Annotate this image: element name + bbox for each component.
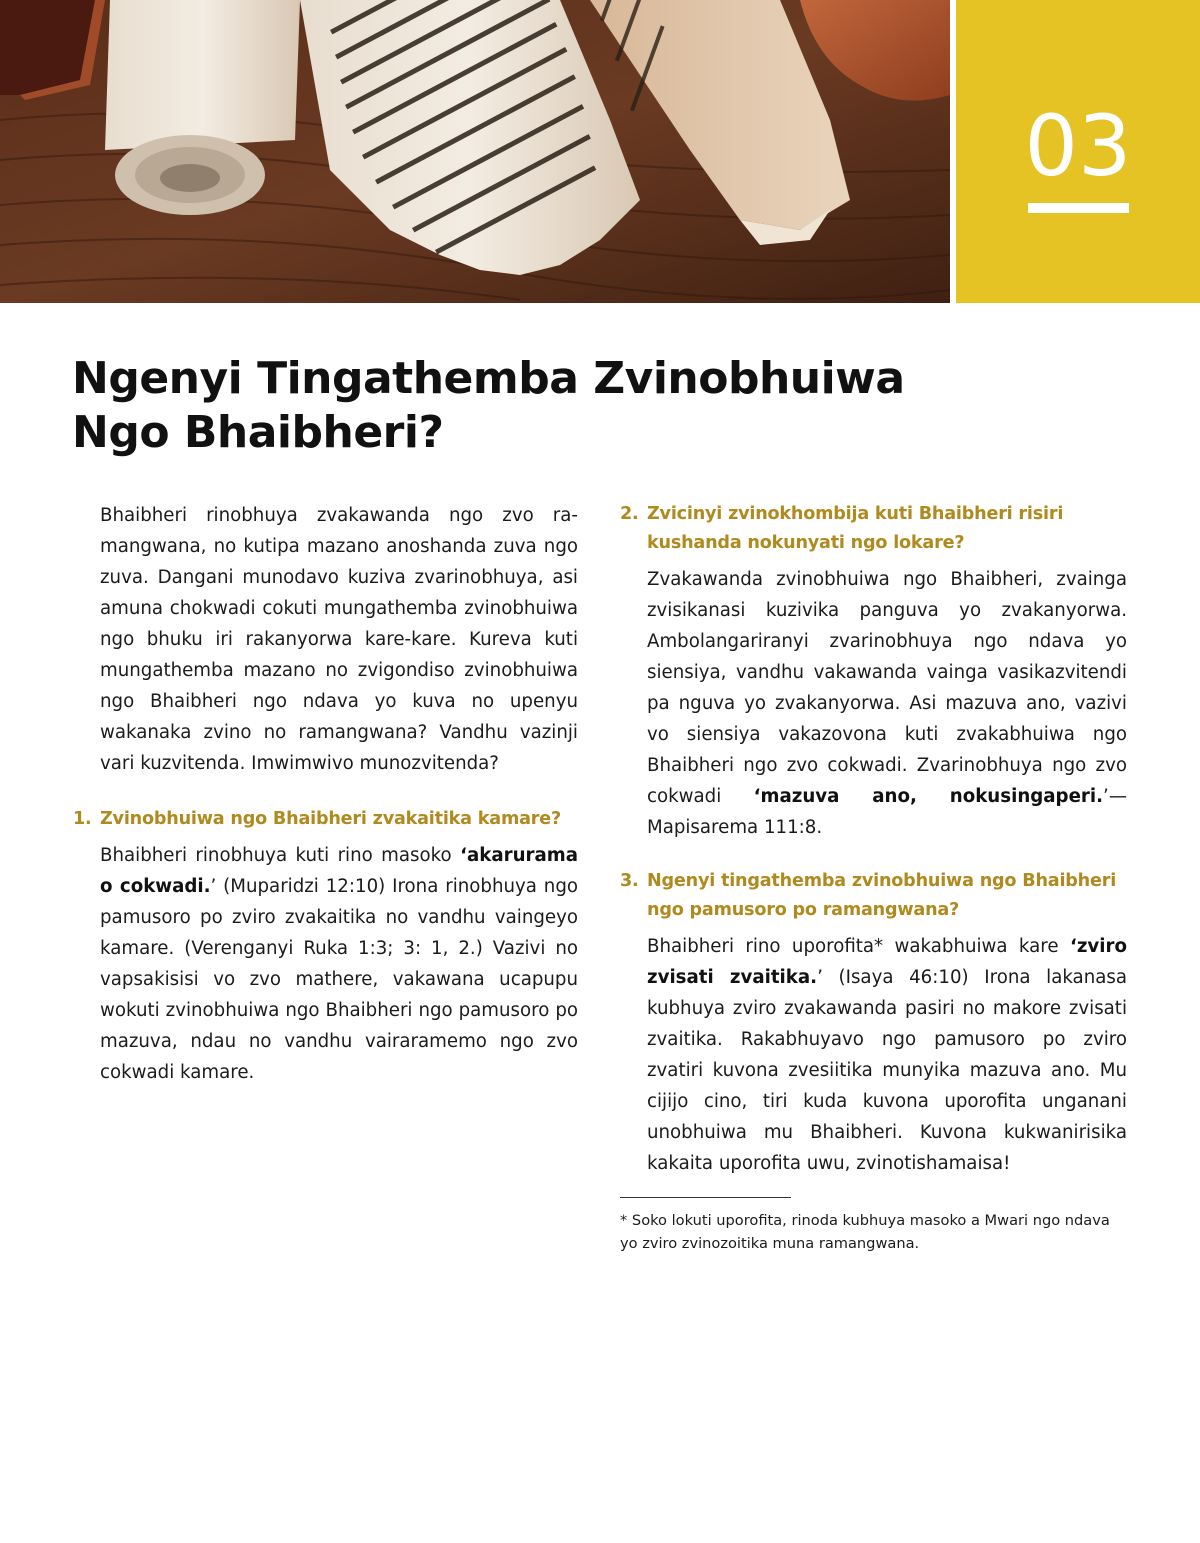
footnote-divider: [620, 1197, 791, 1198]
footnote: * Soko lokuti uporofita, rinoda kubhuya masoko a Mwari ngo ndava yo zviro zvinozoitika muna ramangwana.: [620, 1212, 1110, 1252]
section-3-paragraph: [647, 931, 1127, 1179]
page-title: [72, 352, 972, 460]
section-1-quote: ‘akarurama o cokwadi.: [100, 845, 578, 897]
intro-paragraph: Bhaibheri rinobhuya zvakawanda ngo zvo ramangwana, no kutipa mazano anoshanda zuva ngo zuva. Dangani munodavo kuziva zvarinobhuya, asi amuna chokwadi cokuti mungathemba zvinobhuiwa ngo bhuku iri rakanyorwa kare-kare. Kureva kuti mungathemba mazano no zvigondiso zvinobhuiwa ngo Bhaibheri ngo ndava yo kuva no upenyu wakanaka zvino no ramangwana? Vandhu vazinji vari kuzvitenda. Imwimwivo munozvitenda?: [100, 505, 578, 774]
section-1-number: 1.: [73, 809, 92, 829]
section-3-quote: ‘zviro zvisati zvaitika.: [647, 936, 1127, 988]
chapter-underline: [1028, 203, 1129, 213]
section-2-number: 2.: [620, 504, 639, 524]
section-1-paragraph: [100, 840, 578, 1088]
section-2-title: Zvicinyi zvinokhombija kuti Bhaibheri risiri kushanda nokunyati ngo lokare?: [647, 504, 1064, 553]
section-2-quote: ‘mazuva ano, nokusingaperi.: [753, 786, 1104, 807]
section-1-heading: [73, 805, 578, 834]
right-column: [620, 500, 1127, 1179]
left-column: [73, 500, 578, 1088]
section-2-heading: [620, 500, 1127, 558]
section-1-text-b: ’ (Muparidzi 12:10) Irona rinobhuya ngo pamusoro po zviro zvakaitika no vandhu vaingeyo kamare. (Verenganyi Ruka 1:3; 3: 1, 2.) Vazivi no vapsakisisi vo zvo mathere, vakawana ucapupu wokuti zvinobhuiwa ngo Bhaibheri ngo pamusoro po mazuva, ndau no vandhu vairaramemo ngo zvo cokwadi kamare.: [100, 876, 578, 1083]
section-2-text-a: Zvakawanda zvinobhuiwa ngo Bhaibheri, zvainga zvisikanasi kuzivika panguva yo zvakanyorwa. Ambolangariranyi zvarinobhuya ngo ndava yo siensiya, vandhu vakawanda vainga vasikazvitendi pa nguva yo zvakanyorwa. Asi mazuva ano, vazivi vo siensiya vakazovona kuti zvakabhuiwa ngo Bhaibheri ngo zvo cokwadi. Zvarinobhuya ngo zvo cokwadi: [647, 569, 1127, 807]
section-3-text-a: Bhaibheri rino uporofita* wakabhuiwa kare: [647, 936, 1070, 957]
page-title-line-2: Ngo Bhaibheri?: [72, 407, 444, 458]
scrolls-illustration: [0, 0, 950, 303]
section-3-number: 3.: [620, 871, 639, 891]
chapter-number: 03: [1024, 97, 1132, 195]
header-image: [0, 0, 950, 303]
page-title-line-1: Ngenyi Tingathemba Zvinobhuiwa: [72, 353, 905, 404]
chapter-badge: [956, 0, 1200, 303]
section-1-title: Zvinobhuiwa ngo Bhaibheri zvakaitika kamare?: [100, 809, 561, 829]
section-3-heading: [620, 867, 1127, 925]
section-1-text-a: Bhaibheri rinobhuya kuti rino masoko: [100, 845, 461, 866]
section-3-text-b: ’ (Isaya 46:10) Irona lakanasa kubhuya zviro zvakawanda pasiri no makore zvisati zvaitika. Rakabhuyavo ngo pamusoro po zviro zvatiri kuvona zvesiitika munyika mazuva ano. Mu cijijo cino, tiri kuda kuvona uporofita unganani unobhuiwa mu Bhaibheri. Kuvona kukwanirisika kakaita uporofita uwu, zvinotishamaisa!: [647, 967, 1127, 1174]
section-3-title: Ngenyi tingathemba zvinobhuiwa ngo Bhaibheri ngo pamusoro po ramangwana?: [647, 871, 1117, 920]
section-2-text-b: ’—Mapisarema 111:8.: [647, 786, 1128, 838]
section-2-paragraph: [647, 564, 1127, 843]
